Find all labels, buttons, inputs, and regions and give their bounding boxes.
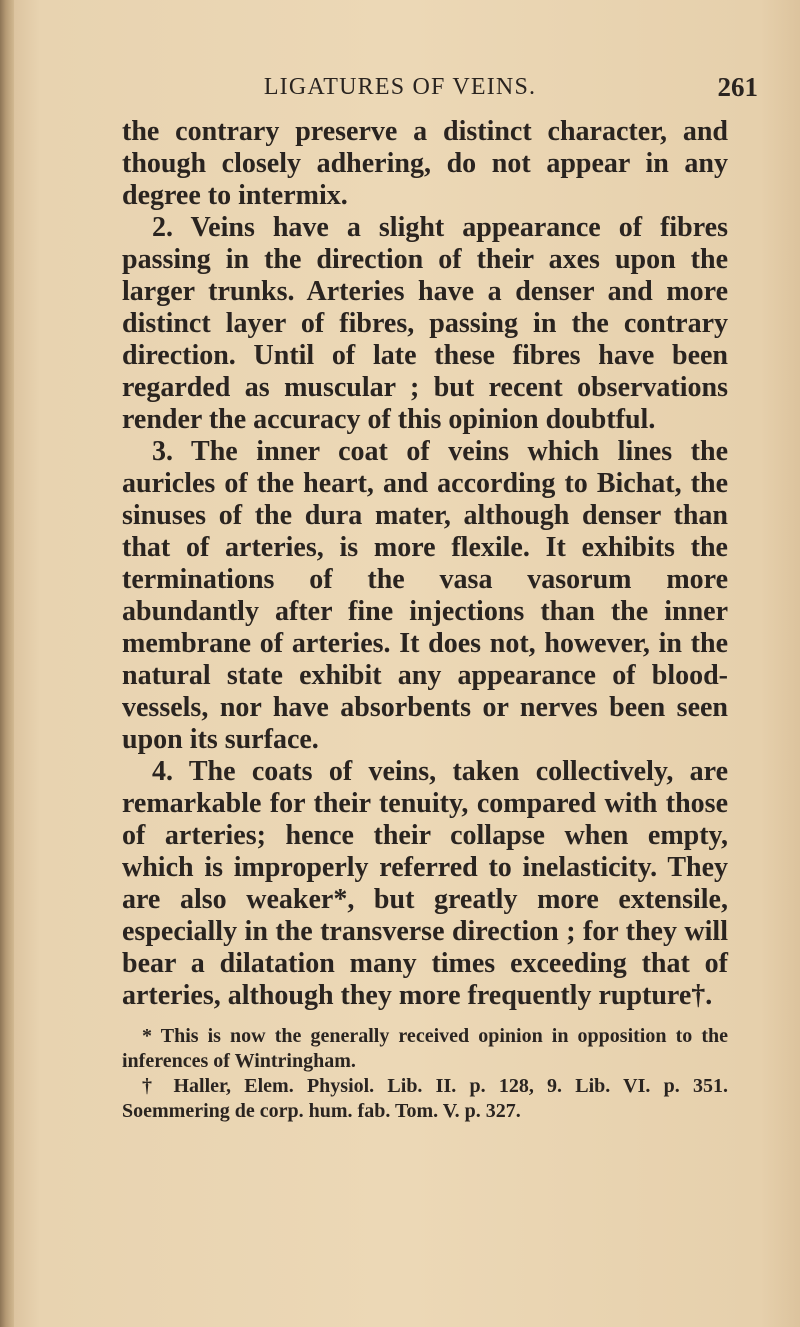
footnotes [122,1024,728,1124]
paragraph-2: 2. Veins have a slight appearance of fibres passing in the direction of their axes upon the larger trunks. Arteries have a denser and more distinct layer of fibres, passing in the contrary direction. Until of late these fibres have been regarded as muscular ; but recent observations render the accuracy of this opinion doubtful. [122,212,728,435]
footnote-1: * This is now the generally received opinion in opposition to the inferences of Wintringham. [122,1025,728,1072]
page-header [40,74,760,114]
paragraph-3: 3. The inner coat of veins which lines the auricles of the heart, and according to Bichat, the sinuses of the dura mater, although denser than that of arteries, is more flexile. It exhibits the terminations of the vasa vasorum more abundantly after fine injections than the inner membrane of arteries. It does not, however, in the natural state exhibit any appearance of blood-vessels, nor have absorbents or nerves been seen upon its surface. [122,436,728,755]
paragraph-continuation: the contrary preserve a distinct character, and though closely adhering, do not appear in any degree to intermix. [122,116,728,211]
running-head: LIGATURES OF VEINS. [263,74,537,100]
body-text [122,116,728,1012]
page-number: 261 [717,72,758,102]
paragraph-4: 4. The coats of veins, taken collectively, are remarkable for their tenuity, compared with those of arteries; hence their collapse when empty, which is improperly referred to inelasticity. They are also weaker*, but greatly more extensile, especially in the transverse direction ; for they will bear a dilatation many times exceeding that of arteries, although they more frequently rupture†. [122,756,728,1011]
page-gutter [0,0,14,1327]
footnote-2: † Haller, Elem. Physiol. Lib. II. p. 128, 9. Lib. VI. p. 351. Soemmering de corp. hum. fab. Tom. V. p. 327. [122,1075,728,1122]
